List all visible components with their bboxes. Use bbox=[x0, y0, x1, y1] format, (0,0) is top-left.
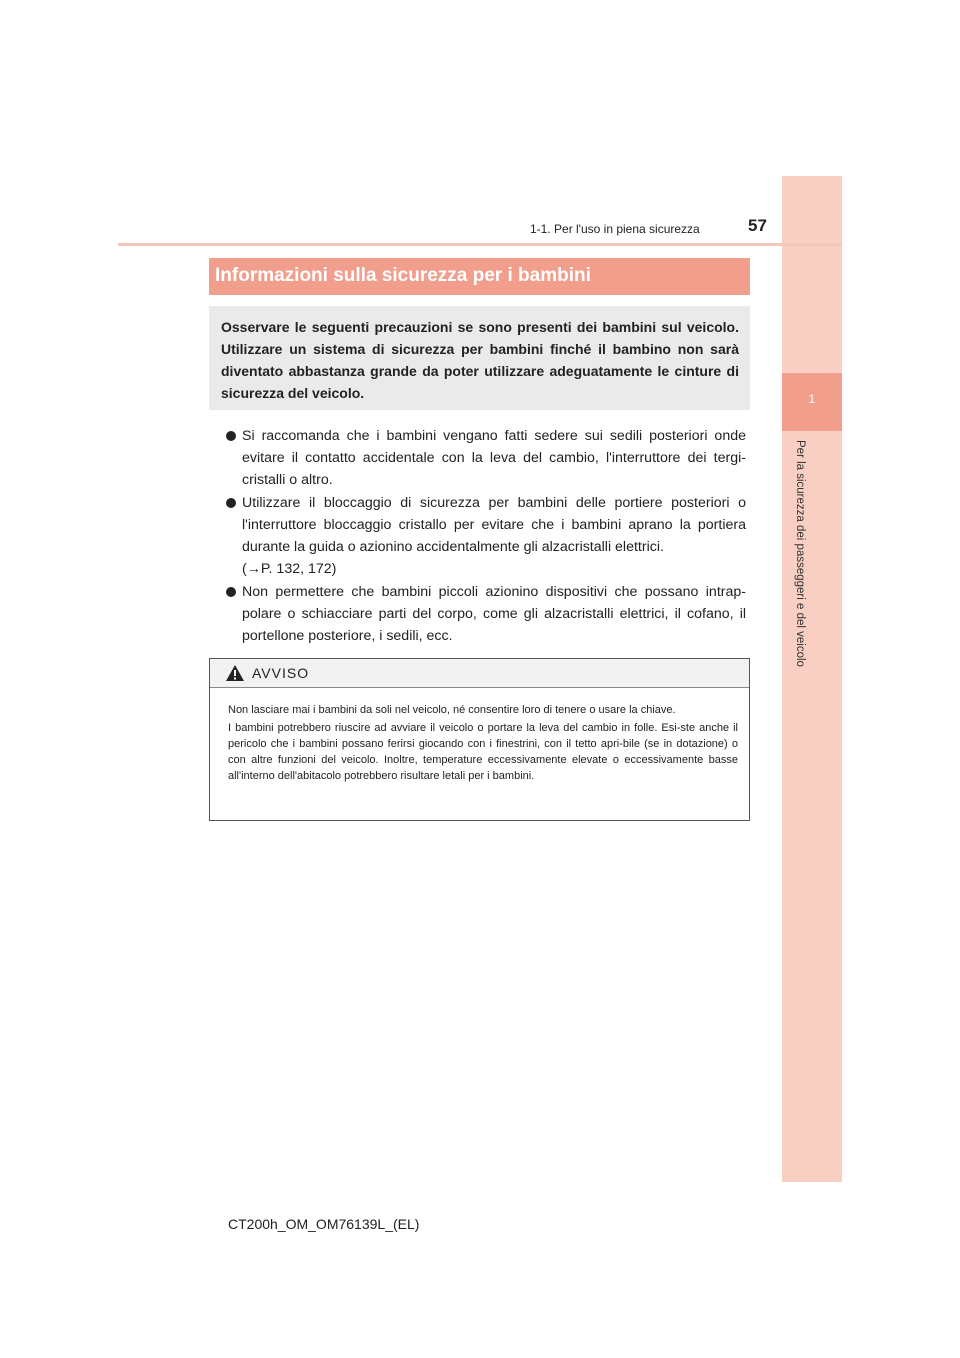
page-reference-link[interactable]: (→P. 132, 172) bbox=[242, 561, 337, 577]
header-rule bbox=[118, 243, 842, 246]
bullet-body: Utilizzare il bloccaggio di sicurezza per bambini delle portiere posteriori o l'interruttore bloccaggio cristallo per evitare che i bambini aprano la portiera durante la guida o azionino accidentalmente gli alzacristalli elettrici. bbox=[242, 495, 746, 555]
bullet-icon bbox=[226, 431, 236, 441]
chapter-number: 1 bbox=[808, 392, 816, 406]
section-label: 1-1. Per l'uso in piena sicurezza bbox=[530, 222, 700, 236]
warning-paragraph: I bambini potrebbero riuscire ad avviare il veicolo o portare la leva del cambio in folle. Esi-ste anche il pericolo che i bambini possano ferirsi giocando con i finestrini, con il tetto apri-bile (se in dotazione) o con altre funzioni del veicolo. Inoltre, temperature eccessivamente elevate o eccessivamente basse all'interno dell'abitacolo potrebbero risultare letali per i bambini. bbox=[228, 722, 738, 782]
bullet-text: Si raccomanda che i bambini vengano fatti sedere sui sedili posteriori onde evitare il contatto accidentale con la leva del cambio, l'interruttore dei tergi-cristalli o altro. bbox=[242, 428, 746, 488]
chapter-label: Per la sicurezza dei passeggeri e del veicolo bbox=[794, 440, 806, 667]
bullet-icon bbox=[226, 498, 236, 508]
bullet-icon bbox=[226, 587, 236, 597]
warning-body bbox=[228, 702, 738, 786]
warning-triangle-icon bbox=[225, 664, 245, 682]
page-title: Informazioni sulla sicurezza per i bambini bbox=[215, 265, 591, 286]
warning-title: AVVISO bbox=[252, 665, 310, 681]
warning-paragraph: Non lasciare mai i bambini da soli nel veicolo, né consentire loro di tenere o usare la chiave. bbox=[228, 704, 676, 716]
bullet-text bbox=[242, 492, 746, 580]
bullet-text: Non permettere che bambini piccoli azionino dispositivi che possano intrap-polare o schiacciare parti del corpo, come gli alzacristalli elettrici, il cofano, il portellone posteriore, i sedili, ecc. bbox=[242, 584, 746, 644]
page-number: 57 bbox=[748, 216, 767, 235]
intro-text: Osservare le seguenti precauzioni se sono presenti dei bambini sul veicolo. Utilizzare un sistema di sicurezza per bambini finché il bambino non sarà diventato abbastanza grande da poter utilizzare adeguatamente le cinture di sicurezza del veicolo. bbox=[221, 319, 739, 401]
footer-document-code: CT200h_OM_OM76139L_(EL) bbox=[228, 1216, 420, 1232]
